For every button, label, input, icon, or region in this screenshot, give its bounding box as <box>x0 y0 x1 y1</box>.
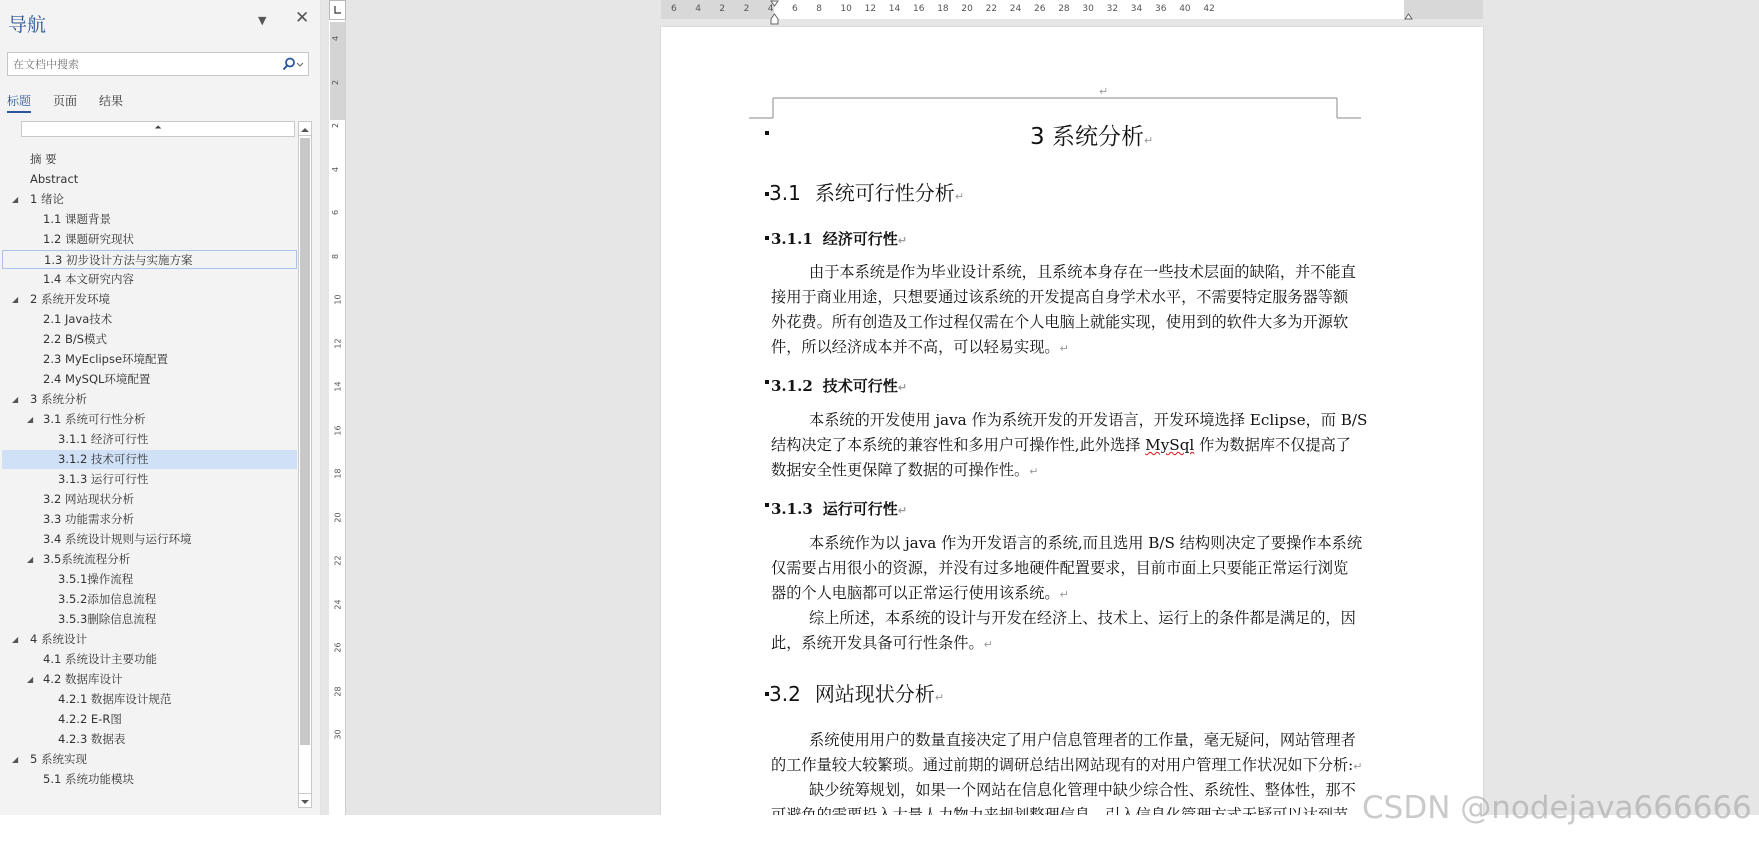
nav-heading-label: 1 绪论 <box>30 192 64 206</box>
nav-heading-label: 3.1.3 运行可行性 <box>58 472 149 486</box>
ruler-tick-label: 24 <box>1009 4 1022 14</box>
nav-heading-item[interactable] <box>2 210 297 229</box>
scroll-thumb[interactable] <box>300 138 310 745</box>
ruler-tick-label: 32 <box>1106 4 1119 14</box>
ruler-tick-label: 4 <box>331 166 341 172</box>
nav-heading-item[interactable] <box>2 410 297 429</box>
paragraph-technical-line-3: 数据安全性更保障了数据的可操作性。↵ <box>771 461 1039 479</box>
tab-results[interactable]: 结果 <box>99 94 124 108</box>
nav-heading-item[interactable] <box>2 230 297 249</box>
ruler-tick-label: 40 <box>1179 4 1191 14</box>
ruler-tick-label: 26 <box>333 642 343 653</box>
ruler-tick-label: 4 <box>331 35 341 42</box>
paragraph-status-line-1: 系统使用用户的数量直接决定了用户信息管理者的工作量，毫无疑问，网站管理者 <box>809 731 1356 749</box>
nav-heading-label: 5.1 系统功能模块 <box>43 772 134 786</box>
nav-heading-item[interactable] <box>2 590 297 609</box>
nav-heading-item[interactable] <box>2 390 297 409</box>
ruler-tick-label: 18 <box>937 4 949 14</box>
scroll-up-button[interactable] <box>299 122 311 136</box>
nav-heading-item[interactable] <box>2 550 297 569</box>
section-heading-3-2: 3.2 网站现状分析↵ <box>769 682 945 706</box>
paragraph-operational-line-2: 仅需要占用很小的资源，并没有过多地硬件配置要求，目前市面上只要能正常运行浏览 <box>771 559 1349 577</box>
ruler-tick-label: 2 <box>331 122 341 129</box>
ruler-tick-label: 20 <box>961 4 973 14</box>
nav-header <box>6 8 311 38</box>
nav-heading-label: 3.5.1操作流程 <box>58 572 134 586</box>
nav-heading-label: 1.3 初步设计方法与实施方案 <box>44 253 193 267</box>
ruler-tick-label: 6 <box>671 4 677 14</box>
nav-heading-label: 4.2 数据库设计 <box>43 672 123 686</box>
expand-toggle-icon[interactable]: ◢ <box>12 195 19 204</box>
first-line-indent-marker <box>771 1 778 6</box>
search-box <box>7 52 309 76</box>
heading-bullet <box>765 380 769 384</box>
ruler-tick-label: 42 <box>1203 4 1215 14</box>
nav-heading-label: 3.2 网站现状分析 <box>43 492 134 506</box>
nav-heading-item[interactable] <box>2 710 297 729</box>
nav-heading-item[interactable] <box>2 610 297 629</box>
ruler-tick-label: 8 <box>331 253 341 259</box>
paragraph-summary-line-1: 综上所述，本系统的设计与开发在经济上、技术上、运行上的条件都是满足的，因 <box>809 609 1356 627</box>
navigation-pane <box>0 0 321 815</box>
right-indent-marker <box>1405 14 1412 19</box>
ruler-tick-label: 6 <box>331 209 341 216</box>
ruler-tick-label: 6 <box>792 4 798 14</box>
nav-heading-item[interactable] <box>2 670 297 689</box>
paragraph-economic-line-1: 由于本系统是作为毕业设计系统，且系统本身存在一些技术层面的缺陷，并不能直 <box>809 263 1356 281</box>
nav-heading-label: 摘 要 <box>30 152 57 166</box>
ruler-tick-label: 26 <box>1034 4 1046 14</box>
nav-heading-label: 3.5.3删除信息流程 <box>58 612 157 626</box>
ruler-tick-label: 30 <box>333 729 343 740</box>
nav-heading-item[interactable] <box>2 510 297 529</box>
tab-headings[interactable]: 标题 <box>7 94 32 108</box>
dropdown-arrow-icon[interactable]: ▼ <box>258 14 267 27</box>
heading-tree <box>0 150 297 800</box>
nav-heading-label: 2.4 MySQL环境配置 <box>43 372 151 386</box>
header-paragraph-mark: ↵ <box>1099 85 1109 98</box>
tab-selector-button[interactable] <box>329 0 346 20</box>
paragraph-technical-line-2: 结构决定了本系统的兼容性和多用户可操作性,此外选择 MySql 作为数据库不仅提高了 <box>771 436 1351 454</box>
nav-heading-item[interactable] <box>2 770 297 789</box>
heading-bullet <box>765 503 769 507</box>
nav-heading-label: 2.1 Java技术 <box>43 312 113 326</box>
ruler-tick-label: 8 <box>816 4 822 14</box>
ruler-tick-label: 34 <box>1130 4 1143 14</box>
paragraph-economic-line-3: 外花费。所有创造及工作过程仅需在个人电脑上就能实现，使用到的软件大多为开源软 <box>771 313 1349 331</box>
expand-toggle-icon[interactable]: ◢ <box>27 415 34 424</box>
watermark: CSDN @nodejava666666 <box>1362 790 1752 826</box>
nav-heading-item[interactable] <box>2 470 297 489</box>
nav-heading-item[interactable] <box>2 630 297 649</box>
ruler-tick-label: 4 <box>695 4 701 14</box>
nav-title: 导航 <box>8 14 47 36</box>
nav-heading-label: 4.2.3 数据表 <box>58 732 126 746</box>
ruler-tick-label: 4 <box>767 4 774 14</box>
section-heading-3-1-3: 3.1.3 运行可行性↵ <box>771 500 907 518</box>
indent-markers[interactable] <box>760 0 1420 27</box>
nav-heading-label: 3.1.2 技术可行性 <box>58 452 149 466</box>
nav-heading-label: Abstract <box>30 172 79 186</box>
paragraph-planning-line-1: 缺少统筹规划，如果一个网站在信息化管理中缺少综合性、系统性、整体性，那不 <box>809 781 1356 799</box>
ruler-tick-label: 14 <box>333 381 343 392</box>
ruler-tick-label: 28 <box>333 685 343 697</box>
nav-heading-label: 2.2 B/S模式 <box>43 332 108 346</box>
expand-toggle-icon[interactable]: ◢ <box>27 555 34 564</box>
ruler-tick-label: 2 <box>719 4 726 14</box>
collapse-all-icon: ⏶ <box>154 123 162 133</box>
nav-heading-item[interactable] <box>2 290 297 309</box>
nav-heading-label: 1.4 本文研究内容 <box>43 272 134 286</box>
ruler-tick-label: 24 <box>333 598 343 610</box>
nav-heading-label: 3 系统分析 <box>30 392 87 406</box>
nav-heading-label: 4.2.2 E-R图 <box>58 712 122 726</box>
nav-heading-item[interactable] <box>2 150 297 169</box>
ruler-tick-label: 12 <box>864 4 877 14</box>
nav-heading-item[interactable] <box>2 750 297 769</box>
nav-heading-label: 4.2.1 数据库设计规范 <box>58 692 172 706</box>
section-heading-3-1: 3.1 系统可行性分析↵ <box>769 181 965 205</box>
paragraph-operational-line-3: 器的个人电脑都可以正常运行使用该系统。↵ <box>771 584 1069 602</box>
expand-toggle-icon[interactable]: ◢ <box>27 675 34 684</box>
ruler-tick-label: 22 <box>333 555 343 566</box>
nav-heading-item[interactable] <box>2 270 297 289</box>
close-icon[interactable]: ✕ <box>295 8 310 28</box>
nav-heading-label: 3.4 系统设计规则与运行环境 <box>43 532 192 546</box>
heading-bullet <box>765 236 769 240</box>
header-boundary <box>661 27 1483 127</box>
ruler-tick-label: 16 <box>913 4 925 14</box>
ruler-tick-label: 12 <box>333 337 343 349</box>
nav-heading-label: 3.1 系统可行性分析 <box>43 412 146 426</box>
nav-heading-item[interactable] <box>2 430 297 449</box>
heading-bullet <box>765 131 769 135</box>
nav-heading-label: 3.5.2添加信息流程 <box>58 592 157 606</box>
document-page[interactable] <box>661 27 1483 815</box>
nav-heading-item[interactable] <box>2 450 297 469</box>
nav-heading-label: 3.3 功能需求分析 <box>43 512 134 526</box>
ruler-tick-label: 2 <box>331 79 341 85</box>
hanging-indent-marker <box>771 14 778 24</box>
nav-heading-item[interactable] <box>2 250 297 269</box>
nav-heading-item[interactable] <box>2 530 297 549</box>
nav-heading-label: 5 系统实现 <box>30 752 87 766</box>
nav-heading-item[interactable] <box>2 310 297 329</box>
ruler-tick-label: 20 <box>333 511 343 523</box>
paragraph-economic-line-4: 件，所以经济成本并不高，可以轻易实现。↵ <box>771 338 1069 356</box>
section-heading-3-1-2: 3.1.2 技术可行性↵ <box>771 377 907 395</box>
paragraph-summary-line-2: 此，系统开发具备可行性条件。↵ <box>771 634 993 652</box>
paragraph-economic-line-2: 接用于商业用途，只想要通过该系统的开发提高自身学术水平，不需要特定服务器等额 <box>771 288 1349 306</box>
tab-pages[interactable]: 页面 <box>53 94 78 108</box>
nav-heading-label: 4 系统设计 <box>30 632 87 646</box>
nav-heading-item[interactable] <box>2 350 297 369</box>
section-heading-3-1-1: 3.1.1 经济可行性↵ <box>771 230 907 248</box>
nav-heading-item[interactable] <box>2 690 297 709</box>
spelling-error-word[interactable]: MySql <box>1145 436 1195 454</box>
expand-toggle-icon[interactable]: ◢ <box>12 295 19 304</box>
search-input[interactable] <box>13 56 273 73</box>
ruler-tick-label: 16 <box>333 424 343 436</box>
expand-toggle-icon[interactable]: ◢ <box>12 635 19 644</box>
ruler-tick-label: 14 <box>888 4 901 14</box>
nav-scrollbar[interactable] <box>298 121 312 808</box>
ruler-tick-label: 36 <box>1155 4 1167 14</box>
nav-heading-label: 2.3 MyEclipse环境配置 <box>43 352 169 366</box>
ruler-tick-label: 18 <box>333 468 343 479</box>
ruler-tick-label: 10 <box>840 4 852 14</box>
ruler-tick-label: 10 <box>333 294 343 305</box>
nav-heading-label: 1.2 课题研究现状 <box>43 232 134 246</box>
nav-heading-label: 4.1 系统设计主要功能 <box>43 652 157 666</box>
nav-heading-label: 3.5系统流程分析 <box>43 552 131 566</box>
chapter-heading: 3 系统分析↵ <box>1030 124 1154 150</box>
paragraph-status-line-2: 的工作量较大较繁琐。通过前期的调研总结出网站现有的对用户管理工作状况如下分析:↵ <box>771 756 1363 774</box>
nav-heading-item[interactable] <box>2 730 297 749</box>
nav-heading-item[interactable] <box>2 370 297 389</box>
nav-heading-label: 1.1 课题背景 <box>43 212 111 226</box>
expand-toggle-icon[interactable]: ◢ <box>12 395 19 404</box>
nav-heading-label: 3.1.1 经济可行性 <box>58 432 149 446</box>
ruler-tick-label: 22 <box>985 4 998 14</box>
scroll-down-button[interactable] <box>299 793 311 807</box>
expand-toggle-icon[interactable]: ◢ <box>12 755 19 764</box>
nav-heading-item[interactable] <box>2 190 297 209</box>
nav-heading-item[interactable] <box>2 490 297 509</box>
nav-heading-item[interactable] <box>2 570 297 589</box>
ruler-tick-label: 30 <box>1082 4 1094 14</box>
nav-heading-item[interactable] <box>2 170 297 189</box>
ruler-tick-label: 2 <box>743 4 750 14</box>
collapse-all-button[interactable] <box>21 121 295 137</box>
paragraph-technical-line-1: 本系统的开发使用 java 作为系统开发的开发语言，开发环境选择 Eclipse，而 B/S <box>809 411 1368 429</box>
search-icon[interactable] <box>280 56 304 73</box>
nav-heading-item[interactable] <box>2 330 297 349</box>
paragraph-operational-line-1: 本系统作为以 java 作为开发语言的系统,而且选用 B/S 结构则决定了要操作本系统 <box>809 534 1363 552</box>
nav-heading-item[interactable] <box>2 650 297 669</box>
nav-heading-label: 2 系统开发环境 <box>30 292 110 306</box>
ruler-tick-label: 28 <box>1058 4 1070 14</box>
